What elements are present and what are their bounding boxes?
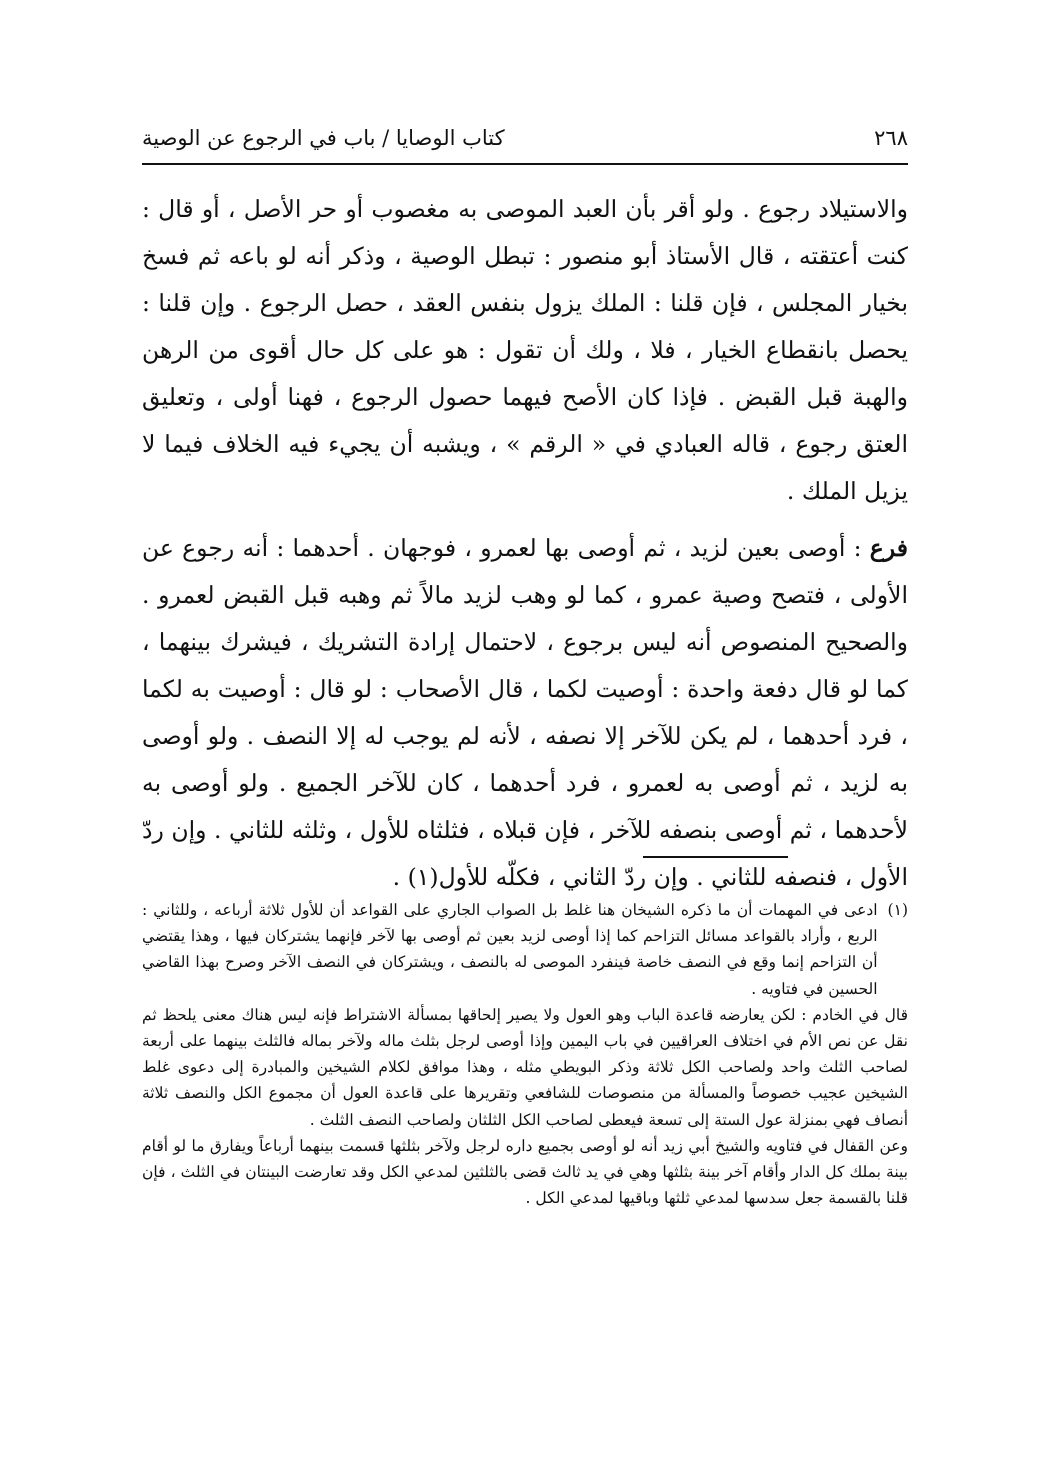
footnote-marker: (١) [887, 901, 908, 919]
footnote-divider [643, 856, 788, 858]
paragraph-2-text: : أوصى بعين لزيد ، ثم أوصى بها لعمرو ، فوجهان . أحدهما : أنه رجوع عن الأولى ، فتصح وصية عمرو ، كما لو وهب لزيد مالاً ثم وهبه قبل القبض لعمرو . والصحيح المنصوص أنه ليس برجوع ، لاحتمال إرادة التشريك ، فيشرك بينهما ، كما لو قال دفعة واحدة : أوصيت لكما ، قال الأصحاب : لو قال : أوصيت به لكما ، فرد أحدهما ، لم يكن للآخر إلا نصفه ، لأنه لم يوجب له إلا النصف . ولو أوصى به لزيد ، ثم أوصى به لعمرو ، فرد أحدهما ، كان للآخر الجميع . ولو أوصى به لأحدهما ، ثم أوصى بنصفه للآخر ، فإن قبلاه ، فثلثاه للأول ، وثلثه للثاني . وإن ردّ الأول ، فنصفه للثاني . وإن ردّ الثاني ، فكلّه للأول(١) . [142, 534, 908, 891]
paragraph-1: والاستيلاد رجوع . ولو أقر بأن العبد الموصى به مغصوب أو حر الأصل ، أو قال : كنت أعتقته ، قال الأستاذ أبو منصور : تبطل الوصية ، وذكر أنه لو باعه ثم فسخ بخيار المجلس ، فإن قلنا : الملك يزول بنفس العقد ، حصل الرجوع . وإن قلنا : يحصل بانقطاع الخيار ، فلا ، ولك أن تقول : هو على كل حال أقوى من الرهن والهبة قبل القبض . فإذا كان الأصح فيهما حصول الرجوع ، فهنا أولى ، وتعليق العتق رجوع ، قاله العبادي في « الرقم » ، ويشبه أن يجيء فيه الخلاف فيما لا يزيل الملك . [142, 195, 908, 505]
paragraph-2 [142, 525, 908, 901]
footnote-1-text: ادعى في المهمات أن ما ذكره الشيخان هنا غلط بل الصواب الجاري على القواعد أن للأول ثلاثة أرباعه ، وللثاني : الربع ، وأراد بالقواعد مسائل التزاحم كما إذا أوصى لزيد بعين ثم أوصى بها لآخر فإنهما يشتركان فيها ، وهذا يقتضي أن التزاحم إنما وقع في النصف خاصة فينفرد الموصى له بالنصف ، ويشتركان في النصف الآخر وصرح بهذا القاضي الحسين في فتاويه . [142, 901, 878, 998]
footnote-1-continuation-b: وعن القفال في فتاويه والشيخ أبي زيد أنه لو أوصى بجميع داره لرجل ولآخر بثلثها قسمت بينهما أرباعاً ويفارق ما لو أقام بينة بملك كل الدار وأقام آخر بينة بثلثها وهي في يد ثالث قضى بالثلثين لمدعي الكل وقد تعارضت البينتان في الثلث ، فإن قلنا بالقسمة جعل سدسها لمدعي ثلثها وباقيها لمدعي الكل . [142, 1136, 908, 1208]
main-text [142, 186, 908, 901]
page-number: ٢٦٨ [874, 126, 908, 150]
running-title: كتاب الوصايا / باب في الرجوع عن الوصية [142, 126, 505, 150]
branch-heading: فرع [869, 534, 908, 562]
footnote-1 [142, 897, 908, 1002]
header-divider [142, 163, 908, 165]
page-header [142, 118, 908, 158]
footnote-1-continuation-a: قال في الخادم : لكن يعارضه قاعدة الباب وهو العول ولا يصير إلحاقها بمسألة الاشتراط فإنه ليس هناك معنى يلحظ ثم نقل عن نص الأم في اختلاف العراقيين في باب اليمين وإذا أوصى لرجل بثلث ماله ولآخر بماله فالثلث بينهما على أربعة لصاحب الثلث واحد ولصاحب الكل ثلاثة وذكر البويطي مثله ، وهذا موافق لكلام الشيخين والمبادرة إلى دعوى غلط الشيخين عجيب خصوصاً والمسألة من منصوصات للشافعي وتقريرها على قاعدة العول أن مجموع الكل والنصف ثلاثة أنصاف فهي بمنزلة عول الستة إلى تسعة فيعطى لصاحب الكل الثلثان ولصاحب النصف الثلث . [142, 1005, 908, 1129]
footnotes [142, 897, 908, 1211]
